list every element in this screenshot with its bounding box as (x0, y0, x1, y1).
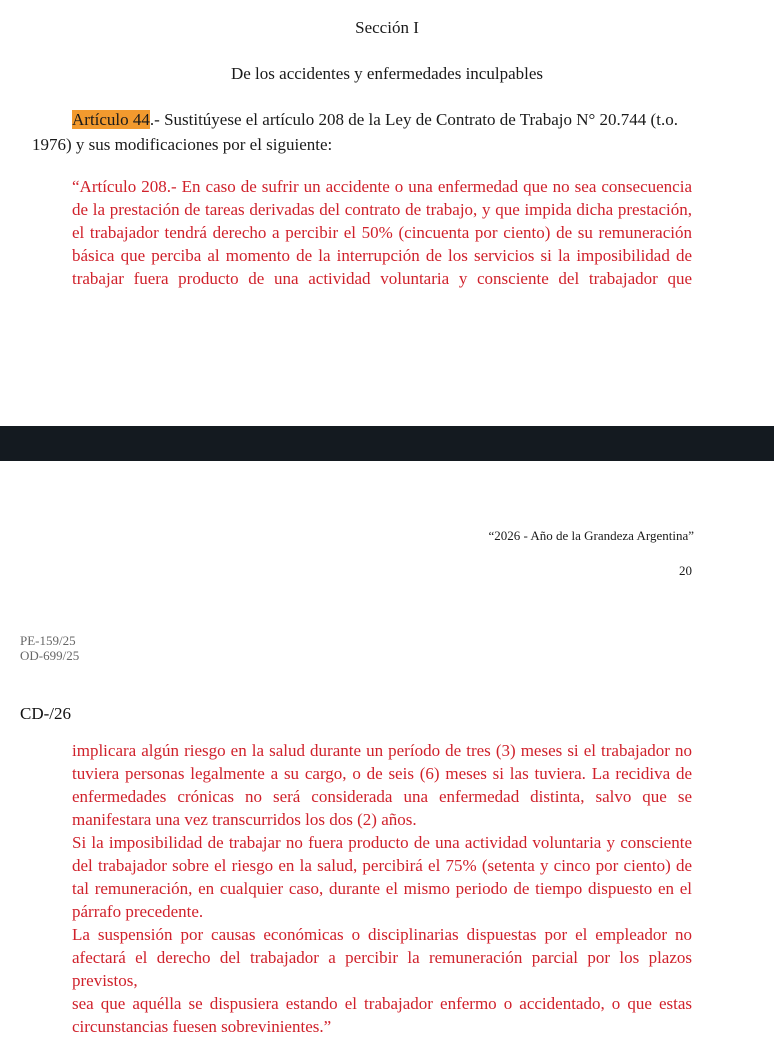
article-44-text: .- Sustitúyese el artículo 208 de la Ley de Contrato de Trabajo N° 20.744 (t.o. (149, 110, 678, 129)
article-44-line1 (72, 108, 692, 131)
article-44-highlight: Artículo 44 (72, 110, 150, 129)
text-line: afectará el derecho del trabajador a percibir la remuneración parcial por los plazos previstos, (72, 948, 692, 990)
file-ref-od: OD-699/25 (20, 648, 80, 663)
text-line: sea que aquélla se dispusiera estando el trabajador enfermo o accidentado, o que estas (72, 994, 692, 1013)
text-line: de la prestación de tareas derivadas del contrato de trabajo, y que impida dicha prestación, (72, 200, 692, 219)
page-number: 20 (679, 563, 692, 578)
text-line: circunstancias fuesen sobrevinientes.” (72, 1017, 332, 1036)
text-line: básica que perciba al momento de la interrupción de los servicios si la imposibilidad de (72, 246, 692, 265)
motto: “2026 - Año de la Grandeza Argentina” (488, 528, 694, 543)
cd-reference: CD-/26 (20, 704, 71, 723)
text-line: Si la imposibilidad de trabajar no fuera producto de una actividad voluntaria y consciente (72, 833, 692, 852)
text-line: párrafo precedente. (72, 902, 204, 921)
text-line: “Artículo 208.- En caso de sufrir un accidente o una enfermedad que no sea consecuencia (72, 177, 692, 196)
file-ref-pe: PE-159/25 (20, 633, 76, 648)
section-title: Sección I (355, 18, 419, 37)
article-208-quote-part1 (72, 175, 692, 290)
article-208-quote-part2 (72, 739, 692, 1038)
text-line: La suspensión por causas económicas o disciplinarias dispuestas por el empleador no (72, 925, 692, 944)
text-line: tuviera personas legalmente a su cargo, o de seis (6) meses si las tuviera. La recidiva de (72, 764, 692, 783)
text-line: del trabajador sobre el riesgo en la salud, percibirá el 75% (setenta y cinco por ciento) de (72, 856, 692, 875)
text-line: implicara algún riesgo en la salud durante un período de tres (3) meses si el trabajador no (72, 741, 692, 760)
text-line: enfermedades crónicas no será considerada una enfermedad distinta, salvo que se (72, 787, 692, 806)
text-line: el trabajador tendrá derecho a percibir el 50% (cincuenta por ciento) de su remuneración (72, 223, 692, 242)
text-line: tal remuneración, en cualquier caso, durante el mismo periodo de tiempo dispuesto en el (72, 879, 692, 898)
section-subtitle: De los accidentes y enfermedades inculpables (230, 64, 543, 83)
article-44-line2: 1976) y sus modificaciones por el siguiente: (32, 135, 333, 154)
text-line: manifestara una vez transcurridos los dos (2) años. (72, 810, 417, 829)
page-divider (0, 426, 774, 461)
text-line: trabajar fuera producto de una actividad voluntaria y consciente del trabajador que (72, 269, 692, 288)
